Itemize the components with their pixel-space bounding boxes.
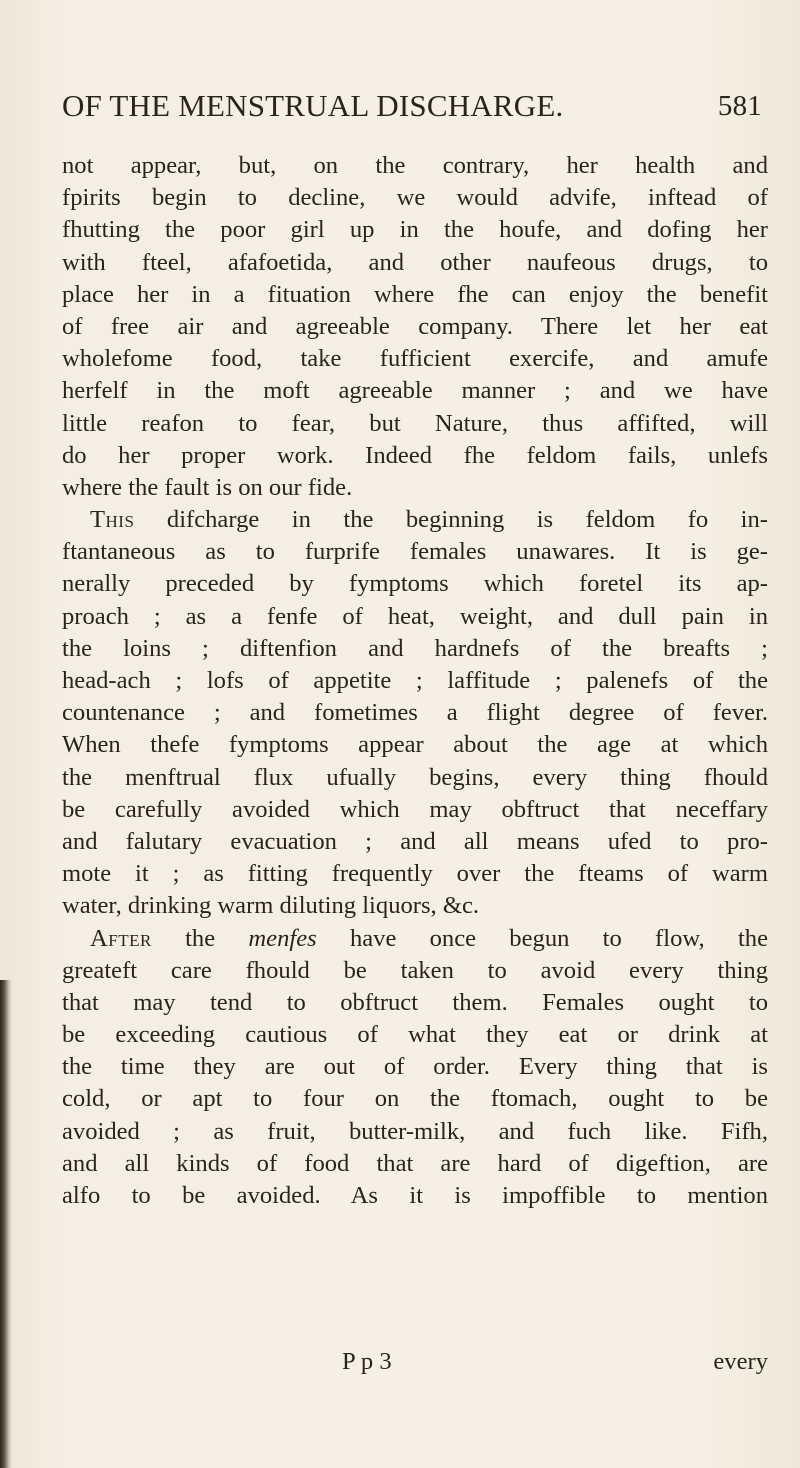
text-line: wholefome food, take fufficient exercife, and amufe bbox=[62, 345, 768, 373]
text-fragment: the bbox=[151, 924, 249, 952]
text-line: proach ; as a fenfe of heat, weight, and dull pain in bbox=[62, 602, 768, 630]
text-line: nerally preceded by fymptoms which foretel its ap- bbox=[62, 570, 768, 598]
text-line: greateft care fhould be taken to avoid every thing bbox=[62, 956, 768, 984]
text-line: the loins ; diftenfion and hardnefs of the breafts ; bbox=[62, 634, 768, 662]
text-line: the menftrual flux ufually begins, every thing fhould bbox=[62, 763, 768, 791]
running-title: OF THE MENSTRUAL DISCHARGE. bbox=[62, 88, 564, 123]
text-line: be exceeding cautious of what they eat or drink at bbox=[62, 1021, 768, 1049]
running-header bbox=[62, 88, 762, 130]
text-line: where the fault is on our fide. bbox=[62, 473, 353, 501]
text-line: alfo to be avoided. As it is impoffible to mention bbox=[62, 1182, 768, 1209]
text-fragment: have once begun to flow, the bbox=[316, 924, 768, 952]
italic-word: menfes bbox=[248, 924, 317, 952]
page-edge-shadow bbox=[0, 980, 12, 1468]
text-line: ftantaneous as to furprife females unawares. It is ge- bbox=[62, 538, 768, 566]
text-line: water, drinking warm diluting liquors, &c. bbox=[62, 892, 480, 920]
text-line: and falutary evacuation ; and all means ufed to pro- bbox=[62, 827, 768, 855]
text-line: fhutting the poor girl up in the houfe, and dofing her bbox=[62, 216, 768, 244]
catchword: every bbox=[713, 1348, 768, 1375]
text-fragment: difcharge in the beginning is feldom fo in- bbox=[134, 506, 768, 534]
text-line: little reafon to fear, but Nature, thus affifted, will bbox=[62, 409, 768, 437]
text-line: head-ach ; lofs of appetite ; laffitude ; palenefs of the bbox=[62, 667, 768, 694]
text-line: do her proper work. Indeed fhe feldom fails, unlefs bbox=[62, 441, 768, 469]
text-line: be carefully avoided which may obftruct that neceffary bbox=[62, 795, 768, 823]
text-line: fpirits begin to decline, we would advife, inftead of bbox=[62, 184, 768, 212]
paragraph-opening-line bbox=[62, 923, 768, 955]
lead-word: This bbox=[90, 506, 135, 534]
text-line: and all kinds of food that are hard of digeftion, are bbox=[62, 1149, 768, 1177]
text-line: countenance ; and fometimes a flight degree of fever. bbox=[62, 699, 768, 727]
page-number: 581 bbox=[717, 90, 762, 122]
paragraph-opening-line bbox=[62, 504, 768, 536]
text-line: mote it ; as fitting frequently over the fteams of warm bbox=[62, 860, 768, 888]
lead-word: After bbox=[90, 924, 152, 952]
text-line: the time they are out of order. Every thing that is bbox=[62, 1053, 768, 1081]
text-line: place her in a fituation where fhe can enjoy the benefit bbox=[62, 280, 768, 308]
signature-mark: P p 3 bbox=[342, 1348, 392, 1375]
body-text bbox=[62, 150, 768, 1212]
text-line: that may tend to obftruct them. Females ought to bbox=[62, 988, 768, 1016]
text-line: with fteel, afafoetida, and other naufeous drugs, to bbox=[62, 248, 768, 276]
text-line: not appear, but, on the contrary, her health and bbox=[62, 152, 768, 179]
text-line: of free air and agreeable company. There let her eat bbox=[62, 312, 768, 340]
page-footer bbox=[62, 1348, 768, 1382]
text-line: herfelf in the moft agreeable manner ; and we have bbox=[62, 377, 768, 405]
text-line: avoided ; as fruit, butter-milk, and fuch like. Fifh, bbox=[62, 1117, 768, 1145]
text-line: When thefe fymptoms appear about the age at which bbox=[62, 731, 768, 759]
text-line: cold, or apt to four on the ftomach, ought to be bbox=[62, 1085, 768, 1113]
